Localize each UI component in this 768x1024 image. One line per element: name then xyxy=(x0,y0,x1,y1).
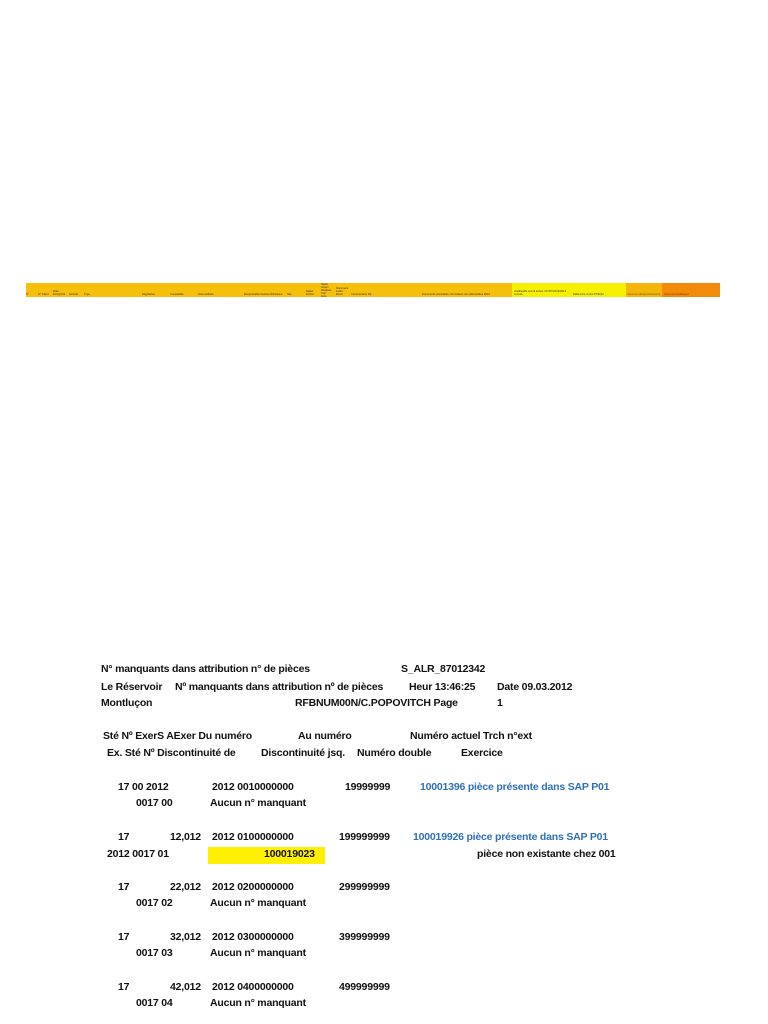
band-label: Type xyxy=(84,293,90,296)
city-name: Montluçon xyxy=(101,697,153,709)
column-header: Au numéro xyxy=(298,730,352,742)
row-from-number: 2012 0200000000 xyxy=(212,881,294,893)
row-range-code: 0017 03 xyxy=(136,947,173,959)
band-label: Statut Action Réalisée Corr Acte xyxy=(321,283,332,298)
row-to-number: 19999999 xyxy=(345,781,391,793)
row-company-year: 17 00 2012 xyxy=(118,781,169,793)
report-time: Heur 13:46:25 xyxy=(409,681,476,693)
band-label: Date Enregistré xyxy=(53,290,66,296)
row-to-number: 399999999 xyxy=(339,931,390,943)
row-year: 42,012 xyxy=(170,981,201,993)
row-missing-note: pièce non existante chez 001 xyxy=(477,848,616,860)
column-header: Exercice xyxy=(461,747,503,759)
band-label: N° Client xyxy=(38,293,49,296)
band-label: Documents anomalies non traitées non débouclées 2012 xyxy=(422,293,490,296)
row-range-code: 0017 00 xyxy=(136,797,173,809)
band-label: Intermédiaire xyxy=(198,293,214,296)
row-range-code: 0017 02 xyxy=(136,897,173,909)
row-company: 17 xyxy=(118,981,130,993)
band-label: Justificatifs cumul année V17/07/2012/2013 cumulé xyxy=(514,290,566,296)
band-label: Compatible xyxy=(170,293,184,296)
row-year-range-code: 2012 0017 01 xyxy=(107,848,169,860)
band-label: Document Lettre Envoi xyxy=(336,287,349,296)
band-label: Comment Débloquer xyxy=(664,293,689,296)
band-label: Référence cumul 07/2012 xyxy=(573,293,604,296)
row-status: Aucun n° manquant xyxy=(210,797,306,809)
row-year: 12,012 xyxy=(170,831,201,843)
band-label: Comment (Rapprochement) xyxy=(627,293,661,296)
missing-number: 100019023 xyxy=(264,848,315,860)
row-to-number: 199999999 xyxy=(339,831,390,843)
company-name: Le Réservoir xyxy=(101,681,163,693)
band-label: Site xyxy=(287,293,292,296)
row-company: 17 xyxy=(118,931,130,943)
spreadsheet-header-band xyxy=(26,283,720,297)
band-label: Société xyxy=(69,293,78,296)
band-label: Responsable Gestion Échéance xyxy=(244,293,283,296)
row-status: Aucun n° manquant xyxy=(210,997,306,1009)
report-date: Date 09.03.2012 xyxy=(497,681,573,693)
row-from-number: 2012 0400000000 xyxy=(212,981,294,993)
band-label: Commentaire Ré xyxy=(351,293,372,296)
row-year: 22,012 xyxy=(170,881,201,893)
row-company: 17 xyxy=(118,881,130,893)
row-to-number: 499999999 xyxy=(339,981,390,993)
column-header: Numéro actuel Trch n°ext xyxy=(410,730,532,742)
band-label: N° xyxy=(26,293,30,296)
row-year: 32,012 xyxy=(170,931,201,943)
report-subtitle: Nº manquants dans attribution nº de pièces xyxy=(175,681,384,693)
row-present-note: 10001396 pièce présente dans SAP P01 xyxy=(420,781,610,793)
row-to-number: 299999999 xyxy=(339,881,390,893)
program-user: RFBNUM00N/C.POPOVITCH Page xyxy=(295,697,458,709)
row-from-number: 2012 0010000000 xyxy=(212,781,294,793)
row-status: Aucun n° manquant xyxy=(210,897,306,909)
page-number: 1 xyxy=(497,697,503,709)
row-company: 17 xyxy=(118,831,130,843)
row-range-code: 0017 04 xyxy=(136,997,173,1009)
column-header: Sté Nº ExerS AExer Du numéro xyxy=(103,730,252,742)
row-present-note: 100019926 pièce présente dans SAP P01 xyxy=(413,831,608,843)
report-code: S_ALR_87012342 xyxy=(401,663,486,675)
row-from-number: 2012 0300000000 xyxy=(212,931,294,943)
column-header: Numéro double xyxy=(357,747,432,759)
column-header: Ex. Sté Nº Discontinuité de xyxy=(107,747,236,759)
column-header: Discontinuité jsq. xyxy=(261,747,345,759)
row-status: Aucun n° manquant xyxy=(210,947,306,959)
report-title: N° manquants dans attribution n° de pièces xyxy=(101,663,310,675)
band-label: Régularisé xyxy=(142,293,155,296)
row-from-number: 2012 0100000000 xyxy=(212,831,294,843)
band-label: Statut Fichier xyxy=(306,290,315,296)
